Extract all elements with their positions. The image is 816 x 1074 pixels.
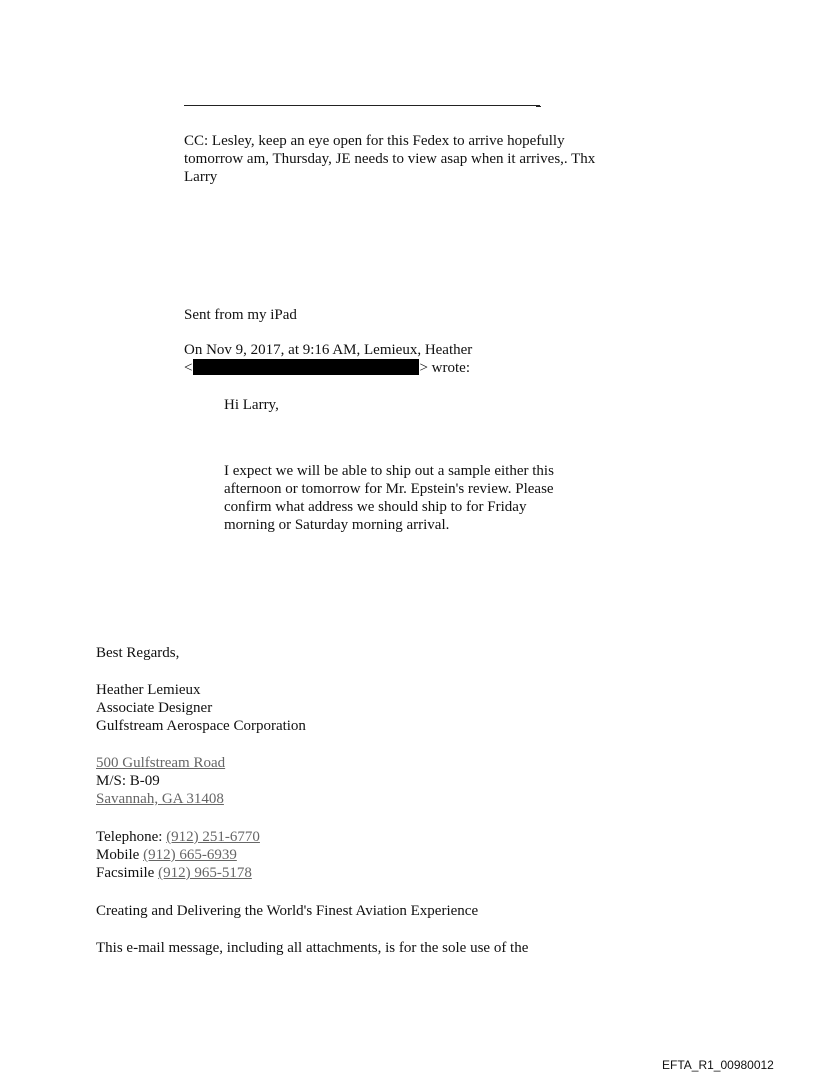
document-id: EFTA_R1_00980012 <box>662 1058 774 1072</box>
quoted-body-line-3: confirm what address we should ship to for Friday <box>224 499 527 515</box>
cc-note-line-2: tomorrow am, Thursday, JE needs to view asap when it arrives,. Thx <box>184 151 596 167</box>
facsimile-link[interactable]: (912) 965-5178 <box>158 865 252 881</box>
email-disclaimer: This e-mail message, including all attachments, is for the sole use of the <box>96 940 529 956</box>
signature-company: Gulfstream Aerospace Corporation <box>96 718 306 734</box>
signature-title: Associate Designer <box>96 700 213 716</box>
telephone-row <box>96 828 260 846</box>
signature-address <box>96 754 225 808</box>
open-bracket: < <box>184 360 193 376</box>
signature-name: Heather Lemieux <box>96 682 201 698</box>
redacted-email-block <box>193 359 419 375</box>
wrote-label: > wrote: <box>419 360 470 376</box>
separator-dash <box>536 106 541 107</box>
quoted-body <box>224 462 554 534</box>
facsimile-row <box>96 864 260 882</box>
quoted-header-line-2 <box>184 359 472 377</box>
mail-stop: M/S: B-09 <box>96 773 160 789</box>
signature-phones <box>96 828 260 882</box>
cc-note-line-3: Larry <box>184 169 218 185</box>
quoted-header <box>184 341 472 377</box>
signature-closing: Best Regards, <box>96 645 180 661</box>
quoted-body-line-4: morning or Saturday morning arrival. <box>224 517 450 533</box>
address-city-link[interactable]: Savannah, GA 31408 <box>96 791 224 807</box>
facsimile-label: Facsimile <box>96 865 159 881</box>
telephone-link[interactable]: (912) 251-6770 <box>166 829 260 845</box>
cc-note <box>184 132 595 186</box>
cc-note-line-1: CC: Lesley, keep an eye open for this Fedex to arrive hopefully <box>184 133 565 149</box>
telephone-label: Telephone: <box>96 829 167 845</box>
sent-from: Sent from my iPad <box>184 307 297 323</box>
address-street-link[interactable]: 500 Gulfstream Road <box>96 755 226 771</box>
quoted-body-line-1: I expect we will be able to ship out a sample either this <box>224 463 554 479</box>
quoted-body-line-2: afternoon or tomorrow for Mr. Epstein's review. Please <box>224 481 554 497</box>
separator-line <box>184 105 540 106</box>
signature-block <box>96 681 306 735</box>
quoted-greeting: Hi Larry, <box>224 397 279 413</box>
mobile-link[interactable]: (912) 665-6939 <box>143 847 237 863</box>
company-tagline: Creating and Delivering the World's Finest Aviation Experience <box>96 903 479 919</box>
quoted-header-line-1: On Nov 9, 2017, at 9:16 AM, Lemieux, Heather <box>184 342 473 358</box>
mobile-row <box>96 846 260 864</box>
mobile-label: Mobile <box>96 847 144 863</box>
